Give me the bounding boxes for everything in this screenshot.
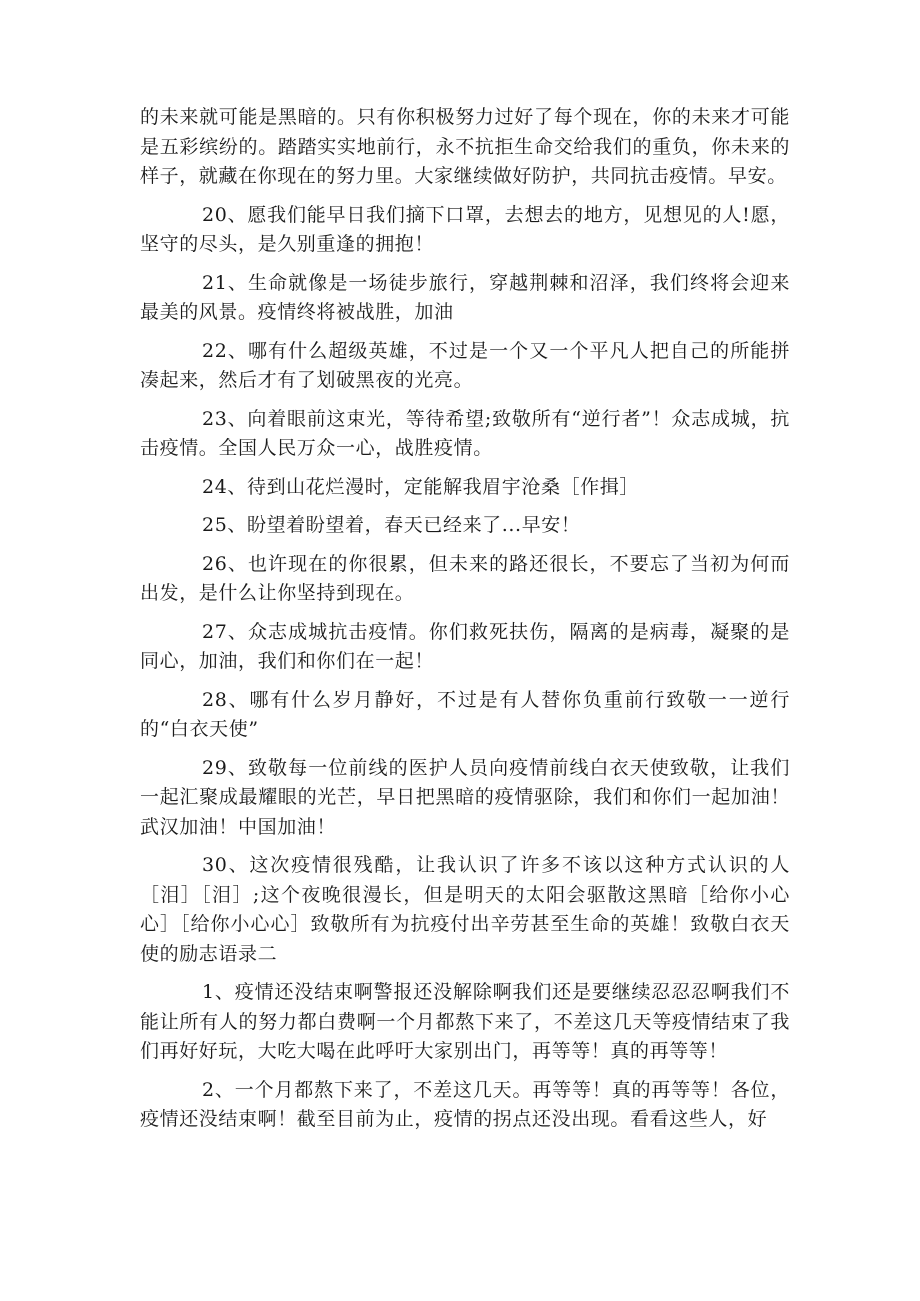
paragraph-item-30: 30、这次疫情很残酷，让我认识了许多不该以这种方式认识的人［泪］［泪］;这个夜晚很漫长，但是明天的太阳会驱散这黑暗［给你小心心］［给你小心心］致敬所有为抗疫付出辛劳甚至生命的英雄！致敬白衣天使的励志语录二 <box>140 854 790 965</box>
paragraph-item-22: 22、哪有什么超级英雄，不过是一个又一个平凡人把自己的所能拼凑起来，然后才有了划破黑夜的光亮。 <box>140 339 790 391</box>
paragraph-item-24: 24、待到山花烂漫时，定能解我眉宇沧桑［作揖］ <box>202 475 639 498</box>
paragraph-item-23: 23、向着眼前这束光，等待希望;致敬所有“逆行者”！众志成城，抗击疫情。全国人民万众一心，战胜疫情。 <box>140 407 790 459</box>
paragraph-continuation: 的未来就可能是黑暗的。只有你积极努力过好了每个现在，你的未来才可能是五彩缤纷的。踏踏实实地前行，永不抗拒生命交给我们的重负，你未来的样子，就藏在你现在的努力里。大家继续做好防护，共同抗击疫情。早安。 <box>140 106 790 187</box>
paragraph-item-20: 20、愿我们能早日我们摘下口罩，去想去的地方，见想见的人!愿，坚守的尽头，是久别重逢的拥抱！ <box>140 203 790 255</box>
paragraph-section2-item-2: 2、一个月都熬下来了，不差这几天。再等等！真的再等等！各位，疫情还没结束啊！截至目前为止，疫情的拐点还没出现。看看这些人，好 <box>140 1078 790 1130</box>
paragraph-section2-item-1: 1、疫情还没结束啊警报还没解除啊我们还是要继续忍忍忍啊我们不能让所有人的努力都白费啊一个月都熬下来了，不差这几天等疫情结束了我们再好好玩，大吃大喝在此呼吁大家别出门，再等等！真的再等等！ <box>140 981 790 1062</box>
paragraph-item-28: 28、哪有什么岁月静好，不过是有人替你负重前行致敬一一逆行的“白衣天使” <box>140 688 790 740</box>
paragraph-item-21: 21、生命就像是一场徒步旅行，穿越荆棘和沼泽，我们终将会迎来最美的风景。疫情终将被战胜，加油 <box>140 271 790 323</box>
document-body <box>140 103 790 1144</box>
paragraph-item-29: 29、致敬每一位前线的医护人员向疫情前线白衣天使致敬，让我们一起汇聚成最耀眼的光芒，早日把黑暗的疫情驱除，我们和你们一起加油！武汉加油！中国加油！ <box>140 756 790 838</box>
paragraph-item-26: 26、也许现在的你很累，但未来的路还很长，不要忘了当初为何而出发，是什么让你坚持到现在。 <box>140 552 790 604</box>
paragraph-item-27: 27、众志成城抗击疫情。你们救死扶伤，隔离的是病毒，凝聚的是同心，加油，我们和你们在一起！ <box>140 620 790 672</box>
paragraph-item-25: 25、盼望着盼望着，春天已经来了...早安！ <box>202 514 581 536</box>
